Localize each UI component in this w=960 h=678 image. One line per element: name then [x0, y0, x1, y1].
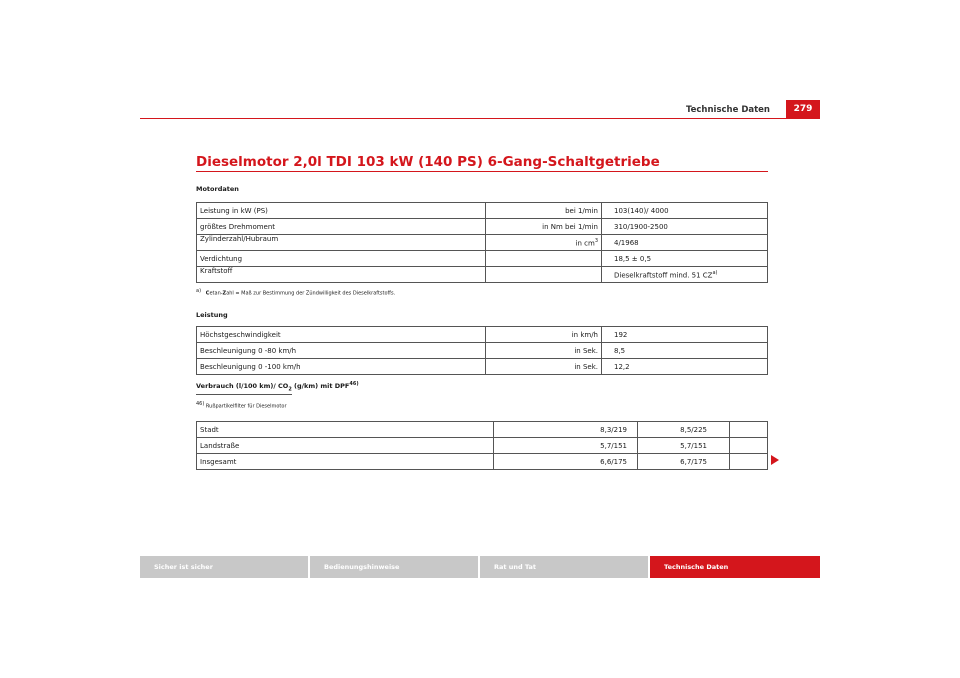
footnote-dpf	[196, 401, 287, 410]
row-value-2: 8,5/225	[638, 422, 730, 438]
section-title-leistung: Leistung	[196, 311, 228, 319]
row-value: 8,5	[602, 343, 768, 359]
row-label: Zylinderzahl/Hubraum	[197, 235, 486, 251]
row-label: Leistung in kW (PS)	[197, 203, 486, 219]
verbrauch-footnote-ref: 46)	[349, 381, 359, 387]
verbrauch-title-subscript: 2	[288, 386, 292, 393]
leistung-table	[196, 326, 768, 375]
verbrauch-table	[196, 421, 768, 470]
row-label: Höchstgeschwindigkeit	[197, 327, 486, 343]
table-row	[197, 327, 768, 343]
row-value-3	[730, 454, 768, 470]
table-row	[197, 438, 768, 454]
row-label: Beschleunigung 0 -80 km/h	[197, 343, 486, 359]
row-value-2: 6,7/175	[638, 454, 730, 470]
row-unit	[486, 235, 602, 251]
section-title-verbrauch	[196, 381, 359, 392]
footnote-rule	[196, 394, 292, 395]
table-row	[197, 219, 768, 235]
value-footnote-ref: a)	[712, 269, 718, 276]
footnote-marker: 46)	[196, 401, 205, 407]
row-value: 103(140)/ 4000	[602, 203, 768, 219]
row-unit: in Nm bei 1/min	[486, 219, 602, 235]
unit-superscript: 3	[594, 237, 598, 244]
arrow-right-icon[interactable]	[771, 455, 779, 465]
section-title-motordaten: Motordaten	[196, 185, 239, 193]
unit-text: in cm	[575, 239, 595, 248]
row-unit	[486, 251, 602, 267]
footnote-text: ahl = Maß zur Bestimmung der Zündwilligkeit des Dieselkraftstoffs.	[226, 290, 396, 297]
row-unit: in Sek.	[486, 359, 602, 375]
row-value-1: 6,6/175	[494, 454, 638, 470]
page-number: 279	[786, 100, 820, 118]
row-value: 12,2	[602, 359, 768, 375]
table-row	[197, 267, 768, 283]
row-value-1: 5,7/151	[494, 438, 638, 454]
table-row	[197, 422, 768, 438]
row-value: 4/1968	[602, 235, 768, 251]
value-text: Dieselkraftstoff mind. 51 CZ	[614, 271, 713, 280]
row-label: Stadt	[197, 422, 494, 438]
footer-tab-sicher-ist-sicher[interactable]: Sicher ist sicher	[140, 556, 308, 578]
heading-rule	[196, 171, 768, 172]
row-label: Landstraße	[197, 438, 494, 454]
footnote-initial: C	[205, 290, 210, 297]
footnote-text: Rußpartikelfilter für Dieselmotor	[205, 403, 287, 410]
row-value-2: 5,7/151	[638, 438, 730, 454]
row-unit: in km/h	[486, 327, 602, 343]
row-value: 310/1900-2500	[602, 219, 768, 235]
row-label: Beschleunigung 0 -100 km/h	[197, 359, 486, 375]
table-row	[197, 251, 768, 267]
footnote-initial: Z	[222, 290, 227, 297]
header-rule	[140, 118, 820, 119]
verbrauch-title-text: (g/km) mit DPF	[291, 382, 350, 391]
row-value: 18,5 ± 0,5	[602, 251, 768, 267]
row-unit: bei 1/min	[486, 203, 602, 219]
row-value	[602, 267, 768, 283]
row-label: Insgesamt	[197, 454, 494, 470]
row-value-3	[730, 422, 768, 438]
table-row	[197, 343, 768, 359]
table-row	[197, 203, 768, 219]
footnote-cetanzahl	[196, 288, 395, 297]
footnote-marker: a)	[196, 288, 202, 294]
page-heading: Dieselmotor 2,0l TDI 103 kW (140 PS) 6-Gang-Schaltgetriebe	[196, 154, 660, 170]
row-unit: in Sek.	[486, 343, 602, 359]
table-row	[197, 359, 768, 375]
row-unit	[486, 267, 602, 283]
row-value: 192	[602, 327, 768, 343]
motordaten-table	[196, 202, 768, 283]
table-row	[197, 454, 768, 470]
row-label: Kraftstoff	[197, 267, 486, 283]
row-label: Verdichtung	[197, 251, 486, 267]
footer-tab-technische-daten[interactable]: Technische Daten	[650, 556, 820, 578]
row-label: größtes Drehmoment	[197, 219, 486, 235]
row-value-1: 8,3/219	[494, 422, 638, 438]
row-value-3	[730, 438, 768, 454]
verbrauch-title-text: Verbrauch (l/100 km)/ CO	[196, 382, 289, 391]
header-section-title: Technische Daten	[685, 105, 770, 115]
footer-tab-rat-und-tat[interactable]: Rat und Tat	[480, 556, 648, 578]
footnote-text: etan-	[209, 290, 223, 297]
footer-tab-bedienungshinweise[interactable]: Bedienungshinweise	[310, 556, 478, 578]
table-row	[197, 235, 768, 251]
